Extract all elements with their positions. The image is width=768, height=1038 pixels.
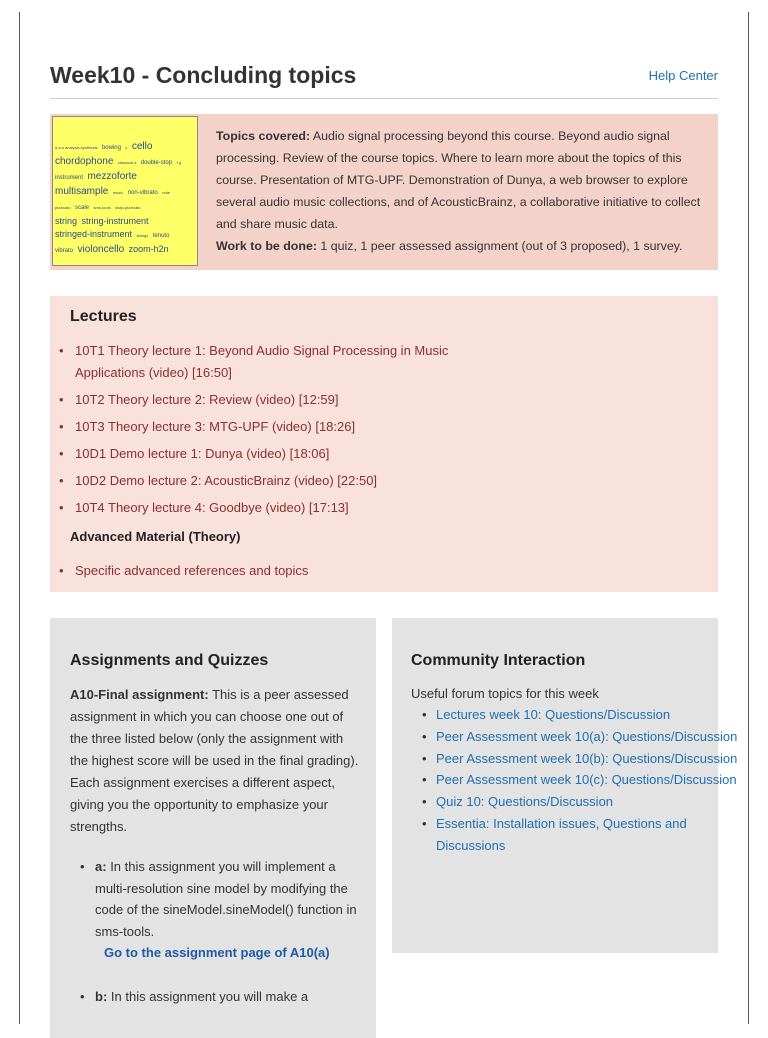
work-to-be-done-text: 1 quiz, 1 peer assessed assignment (out of 3 proposed), 1 survey.	[320, 239, 683, 253]
tag: double-stop	[140, 160, 173, 166]
list-item	[436, 748, 746, 770]
topics-covered-text: Audio signal processing beyond this course. Beyond audio signal processing. Review of the course topics. Where to learn more about the topics of this course. Presentation of MTG-UPF. Demonstration of Dunya, a web browser to explore several audio music collections, and of AcousticBrainz, a collaborative initiative to collect and share music data.	[216, 129, 701, 231]
lecture-link-10d1[interactable]: 10D1 Demo lecture 1: Dunya (video) [18:06]	[75, 445, 330, 461]
tag: f g	[176, 160, 182, 165]
tag-cloud-image	[52, 116, 198, 266]
assignments-section	[50, 618, 376, 1038]
tag: string	[55, 216, 78, 226]
option-description: In this assignment you will make a	[110, 988, 309, 1004]
tag: non-vibrato	[127, 190, 158, 196]
lectures-title: Lectures	[70, 308, 137, 325]
advanced-material-title: Advanced Material (Theory)	[70, 529, 241, 544]
tag: bowing	[101, 145, 121, 151]
list-item	[436, 704, 746, 726]
list-item	[75, 560, 308, 581]
option-label: b:	[95, 988, 108, 1004]
page-frame-left-border	[19, 12, 20, 1024]
assignment-intro	[70, 684, 360, 838]
assignment-option-a	[95, 856, 363, 964]
list-item	[75, 416, 515, 438]
list-item	[75, 497, 515, 519]
assignment-option-b	[95, 986, 363, 1008]
forum-link-peer-c[interactable]: Peer Assessment week 10(c): Questions/Discussion	[436, 772, 737, 788]
forum-link-quiz[interactable]: Quiz 10: Questions/Discussion	[436, 794, 614, 810]
tag: tenuto	[152, 233, 170, 239]
assignments-title: Assignments and Quizzes	[70, 652, 269, 669]
tag: chordophone	[55, 156, 114, 167]
assignment-a10a-link[interactable]: Go to the assignment page of A10(a)	[104, 945, 330, 960]
tag: a a a analysis-synthesis	[55, 145, 98, 150]
tag: string-instrument	[81, 216, 149, 226]
topics-covered-label: Topics covered:	[216, 129, 311, 143]
tag: multisample	[55, 186, 109, 197]
list-item	[75, 389, 515, 411]
lecture-list	[50, 340, 515, 524]
list-item	[75, 340, 515, 383]
tag: vibrato	[55, 248, 74, 254]
tag: zoom-h2n	[128, 244, 169, 254]
tag: music	[112, 190, 124, 195]
advanced-material-list	[50, 560, 308, 581]
list-item	[436, 791, 746, 813]
topics-description	[216, 125, 714, 257]
forum-links-list	[392, 704, 746, 857]
tag: violoncello	[77, 244, 125, 255]
lecture-link-10t2[interactable]: 10T2 Theory lecture 2: Review (video) [12:59]	[75, 391, 339, 407]
tag: sms-tools	[93, 205, 111, 210]
tag: strings	[136, 233, 149, 238]
tag: mezzoforte	[87, 171, 137, 182]
assignment-intro-text: This is a peer assessed assignment in which you can choose one out of the three listed below (only the assignment with the highest score will be used in the final grading). Each assignment exercises a different aspect, giving you the opportunity to emphasize your strengths.	[70, 687, 359, 834]
tag: pizzicato	[55, 205, 71, 210]
advanced-references-link[interactable]: Specific advanced references and topics	[75, 563, 309, 578]
topics-summary-box	[50, 114, 718, 270]
list-item	[436, 813, 746, 857]
list-item	[436, 726, 746, 748]
page-frame-right-border	[748, 12, 749, 1024]
list-item	[436, 769, 746, 791]
option-label: a:	[95, 859, 107, 874]
lectures-section	[50, 296, 718, 592]
list-item	[75, 470, 515, 492]
tag: cello	[131, 141, 153, 152]
option-description: In this assignment you will implement a multi-resolution sine model by modifying the code of the sineModel.sineModel() function in sms-tools.	[95, 859, 357, 939]
tag: snap-pizzicato	[115, 205, 141, 210]
tag: instrument	[55, 175, 84, 181]
help-center-link[interactable]: Help Center	[648, 68, 718, 83]
list-item	[75, 443, 515, 465]
assignment-options-list	[50, 856, 421, 1029]
lecture-link-10t1[interactable]: 10T1 Theory lecture 1: Beyond Audio Signal Processing in Music Applications (video) [16:50]	[75, 343, 449, 380]
tag: scale	[75, 205, 90, 211]
forum-link-lectures[interactable]: Lectures week 10: Questions/Discussion	[436, 707, 671, 722]
community-section	[392, 618, 738, 953]
page-title: Week10 - Concluding topics	[50, 62, 357, 88]
forum-link-essentia[interactable]: Essentia: Installation issues, Questions and Discussions	[436, 815, 687, 853]
page-header	[50, 60, 718, 99]
work-to-be-done-label: Work to be done:	[216, 239, 317, 253]
tag: c	[125, 145, 128, 150]
community-title: Community Interaction	[411, 652, 586, 669]
assignment-intro-label: A10-Final assignment:	[70, 687, 209, 702]
lecture-link-10t4[interactable]: 10T4 Theory lecture 4: Goodbye (video) [17:13]	[75, 499, 349, 515]
tag: stringed-instrument	[55, 229, 133, 239]
forum-link-peer-a[interactable]: Peer Assessment week 10(a): Questions/Discussion	[436, 728, 738, 744]
tag: note	[162, 190, 170, 195]
forum-intro: Useful forum topics for this week	[411, 686, 599, 701]
lecture-link-10t3[interactable]: 10T3 Theory lecture 3: MTG-UPF (video) [18:26]	[75, 418, 356, 434]
lecture-link-10d2[interactable]: 10D2 Demo lecture 2: AcousticBrainz (video) [22:50]	[75, 472, 378, 488]
tag: classical d	[117, 160, 137, 165]
forum-link-peer-b[interactable]: Peer Assessment week 10(b): Questions/Discussion	[436, 750, 738, 766]
